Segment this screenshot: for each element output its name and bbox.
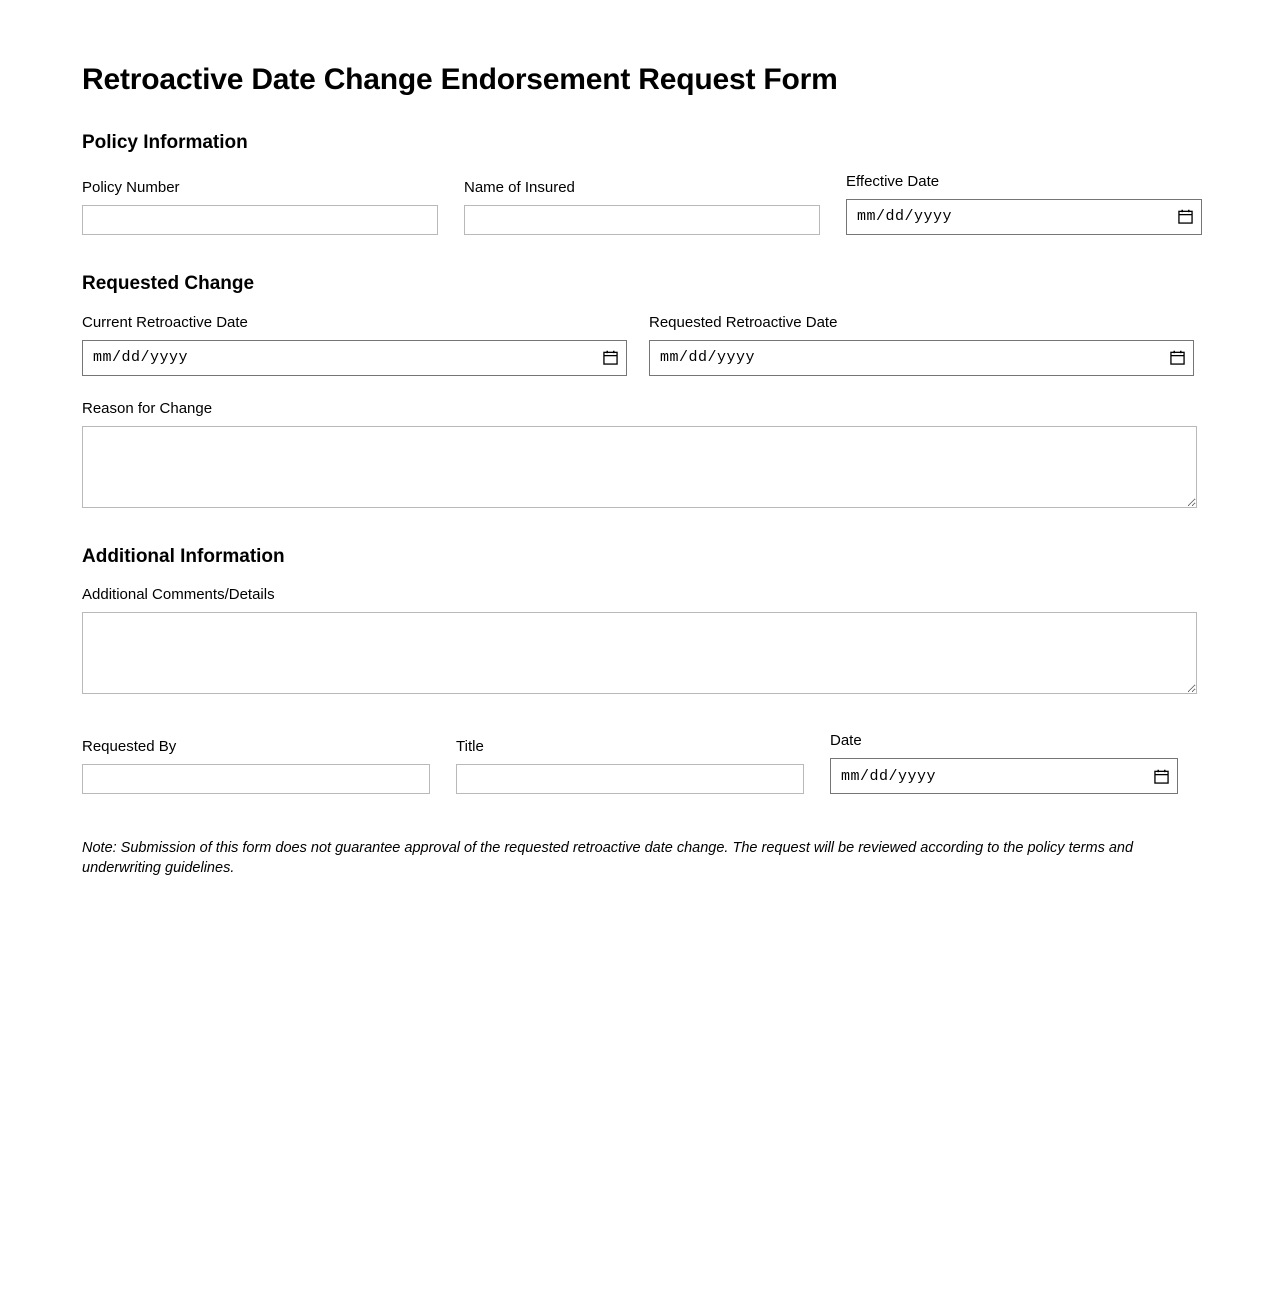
- section-heading-policy-information: Policy Information: [82, 132, 248, 153]
- section-heading-requested-change: Requested Change: [82, 272, 255, 294]
- policy-number-input[interactable]: [82, 205, 438, 235]
- retroactive-dates-row: [82, 314, 1196, 376]
- date-placeholder: mm/dd/yyyy: [841, 767, 937, 785]
- date-input[interactable]: [830, 758, 1178, 794]
- field-effective-date: [846, 173, 1202, 235]
- section-additional-information: [82, 546, 1196, 795]
- field-date: [830, 732, 1178, 794]
- disclaimer-note: Note: Submission of this form does not guarantee approval of the requested retroactive date change. The request will be reviewed according to the policy terms and underwriting guidelines.: [82, 840, 1134, 877]
- date-label: Date: [830, 732, 862, 750]
- field-policy-number: [82, 179, 438, 235]
- section-policy-information: [82, 132, 1196, 235]
- policy-information-row: [82, 173, 1196, 235]
- current-retroactive-date-label: Current Retroactive Date: [82, 313, 248, 331]
- calendar-icon[interactable]: [603, 350, 618, 365]
- additional-comments-textarea[interactable]: [82, 612, 1197, 694]
- calendar-icon[interactable]: [1154, 769, 1169, 784]
- title-label: Title: [456, 738, 484, 756]
- field-reason-for-change: [82, 400, 1196, 508]
- requested-retroactive-date-placeholder: mm/dd/yyyy: [660, 349, 756, 367]
- reason-for-change-label: Reason for Change: [82, 399, 213, 417]
- field-requested-retroactive-date: [649, 314, 1194, 376]
- field-name-of-insured: [464, 179, 820, 235]
- requested-by-input[interactable]: [82, 764, 430, 794]
- field-current-retroactive-date: [82, 314, 627, 376]
- requested-by-label: Requested By: [82, 738, 177, 756]
- section-requested-change: [82, 273, 1196, 508]
- calendar-icon[interactable]: [1170, 350, 1185, 365]
- section-heading-additional-information: Additional Information: [82, 545, 285, 567]
- signature-row: [82, 732, 1196, 794]
- name-of-insured-input[interactable]: [464, 205, 820, 235]
- effective-date-input[interactable]: [846, 199, 1202, 235]
- page-title: Retroactive Date Change Endorsement Request Form: [82, 63, 838, 96]
- current-retroactive-date-input[interactable]: [82, 340, 627, 376]
- requested-retroactive-date-input[interactable]: [649, 340, 1194, 376]
- effective-date-label: Effective Date: [846, 172, 940, 190]
- field-additional-comments: [82, 586, 1196, 694]
- effective-date-placeholder: mm/dd/yyyy: [857, 208, 953, 226]
- field-requested-by: [82, 738, 430, 794]
- title-input[interactable]: [456, 764, 804, 794]
- requested-retroactive-date-label: Requested Retroactive Date: [649, 313, 838, 331]
- current-retroactive-date-placeholder: mm/dd/yyyy: [93, 349, 189, 367]
- reason-for-change-textarea[interactable]: [82, 426, 1197, 508]
- calendar-icon[interactable]: [1178, 209, 1193, 224]
- name-of-insured-label: Name of Insured: [464, 178, 575, 196]
- policy-number-label: Policy Number: [82, 178, 180, 196]
- field-title: [456, 738, 804, 794]
- additional-comments-label: Additional Comments/Details: [82, 586, 275, 604]
